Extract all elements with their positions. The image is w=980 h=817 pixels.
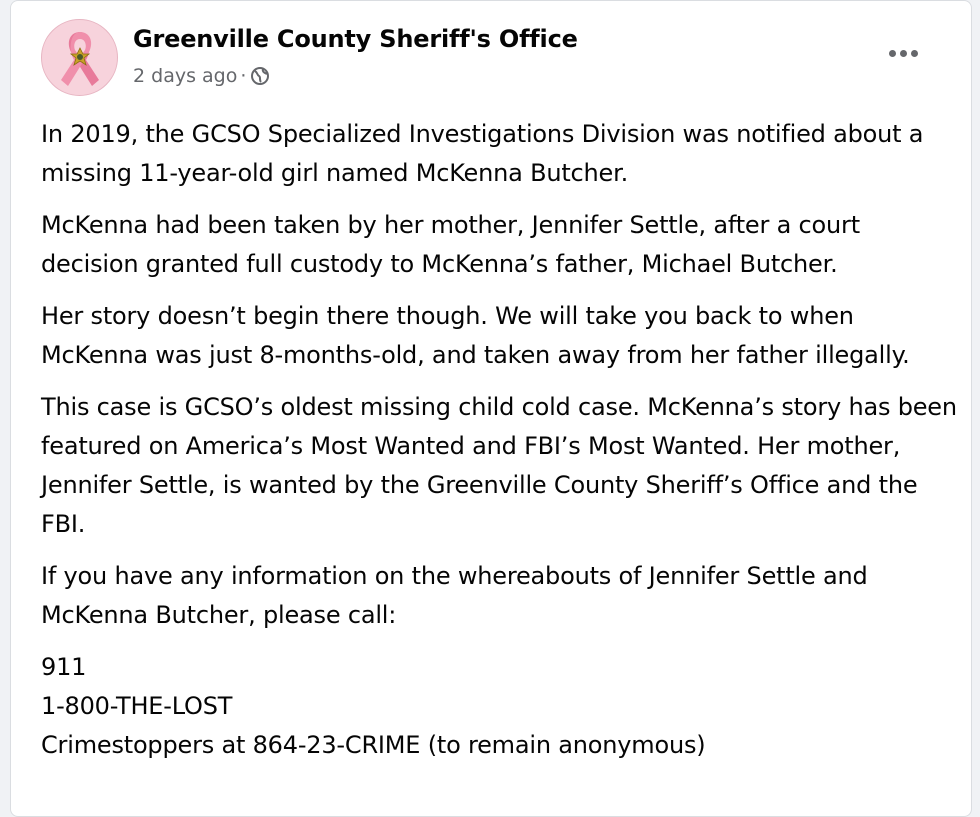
post-card [10, 0, 972, 817]
post-paragraph: Her story doesn’t begin there though. We will take you back to when McKenna was just 8-months-old, and taken away from her father illegally. [41, 302, 910, 369]
more-options-icon [889, 50, 896, 57]
contact-crimestoppers: Crimestoppers at 864-23-CRIME (to remain anonymous) [41, 731, 706, 759]
contact-the-lost: 1-800-THE-LOST [41, 692, 233, 720]
meta-separator: · [240, 65, 247, 87]
post-timestamp[interactable]: 2 days ago [133, 65, 238, 87]
sheriff-badge-ribbon-icon [42, 20, 118, 96]
post-meta [133, 65, 270, 87]
post-paragraph: If you have any information on the whereabouts of Jennifer Settle and McKenna Butcher, please call: [41, 562, 868, 629]
post-paragraph: In 2019, the GCSO Specialized Investigations Division was notified about a missing 11-year-old girl named McKenna Butcher. [41, 120, 924, 187]
contact-list [41, 648, 961, 765]
more-options-button[interactable] [879, 35, 927, 71]
post-author-name[interactable]: Greenville County Sheriff's Office [133, 25, 578, 53]
profile-avatar[interactable] [41, 19, 118, 96]
post-paragraph: This case is GCSO’s oldest missing child cold case. McKenna’s story has been featured on America’s Most Wanted and FBI’s Most Wanted. Her mother, Jennifer Settle, is wanted by the Greenville County Sheriff’s Office and the FBI. [41, 393, 957, 538]
globe-icon[interactable] [250, 66, 270, 86]
post-paragraph: McKenna had been taken by her mother, Jennifer Settle, after a court decision granted full custody to McKenna’s father, Michael Butcher. [41, 211, 860, 278]
post-body [41, 115, 961, 778]
contact-911: 911 [41, 653, 87, 681]
